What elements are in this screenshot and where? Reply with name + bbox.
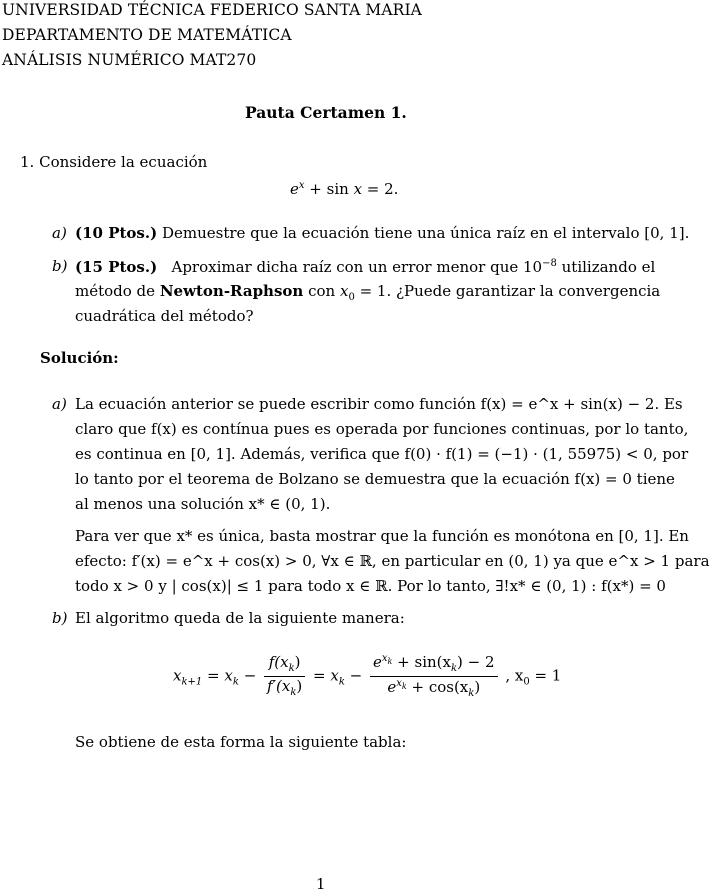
solution-a-line7: efecto: f′(x) = e^x + cos(x) > 0, ∀x ∈ ℝ, en particular en (0, 1) ya que e^x > 1 para — [75, 552, 710, 570]
problem-intro-text: Considere la ecuación — [39, 153, 208, 171]
solution-heading: Solución: — [40, 349, 119, 367]
solution-a-line1: La ecuación anterior se puede escribir como función f(x) = e^x + sin(x) − 2. Es — [75, 395, 683, 413]
solution-a-line6: Para ver que x* es única, basta mostrar que la función es monótona en [0, 1]. En — [75, 527, 689, 545]
solution-a-line2: claro que f(x) es contínua pues es operada por funciones continuas, por lo tanto, — [75, 420, 689, 438]
part-b-line1: (15 Ptos.) Aproximar dicha raíz con un error menor que $10^{-8}$ utilizando el — [75, 258, 656, 276]
solution-b-outro: Se obtiene de esta forma la siguiente tabla: — [75, 733, 407, 751]
part-b-line3: cuadrática del método? — [75, 307, 254, 325]
solution-a-line5: al menos una solución x* ∈ (0, 1). — [75, 495, 331, 513]
part-b-points: (15 Ptos.) — [75, 258, 158, 276]
part-a-text — [75, 226, 689, 241]
solution-b-intro: El algoritmo queda de la siguiente manera: — [75, 609, 405, 627]
header-course: ANÁLISIS NUMÉRICO MAT270 — [2, 51, 257, 69]
part-a-points: (10 Ptos.) — [75, 224, 158, 242]
solution-a-line8: todo x > 0 y | cos(x)| ≤ 1 para todo x ∈ ℝ. Por lo tanto, ∃!x* ∈ (0, 1) : f(x*) = 0 — [75, 577, 666, 595]
header-department: DEPARTAMENTO DE MATEMÁTICA — [2, 26, 292, 44]
solution-b-label: b) — [52, 609, 68, 627]
problem-intro — [20, 155, 207, 170]
header-university: UNIVERSIDAD TÉCNICA FEDERICO SANTA MARIA — [2, 1, 422, 19]
newton-formula: $x_{k+1} = x_k$ − $\frac{f(x_k)}{f'(x_k)}$ = $x_k$ − $\frac{e^{x_k} + \sin(x_k) - 2}{e^{x_k} + \cos(x_k)}$ , $x_0 = 1$ — [173, 653, 562, 699]
part-b-label: b) — [52, 257, 68, 275]
part-b-line2: método de Newton-Raphson con $x_0 = 1$. ¿Puede garantizar la convergencia — [75, 282, 661, 303]
solution-a-line3: es continua en [0, 1]. Además, verifica que f(0) · f(1) = (−1) · (1, 55975) < 0, por — [75, 445, 689, 463]
fraction-explicit: $\frac{e^{x_k} + \sin(x_k) - 2}{e^{x_k} + \cos(x_k)}$ — [370, 654, 498, 699]
part-a-label: a) — [52, 224, 67, 242]
fraction-derivative: $\frac{f(x_k)}{f'(x_k)}$ — [264, 655, 305, 698]
page-title: Pauta Certamen 1. — [245, 103, 407, 122]
solution-a-label: a) — [52, 395, 67, 413]
solution-a-line4: lo tanto por el teorema de Bolzano se demuestra que la ecuación f(x) = 0 tiene — [75, 470, 675, 488]
problem-number: 1. — [20, 153, 35, 171]
method-name: Newton-Raphson — [159, 282, 304, 300]
part-a-statement: Demuestre que la ecuación tiene una única raíz en el intervalo [0, 1]. — [161, 224, 690, 242]
problem-equation: $e^x + \sin x = 2$. — [290, 180, 399, 198]
page-number: 1 — [316, 875, 326, 893]
